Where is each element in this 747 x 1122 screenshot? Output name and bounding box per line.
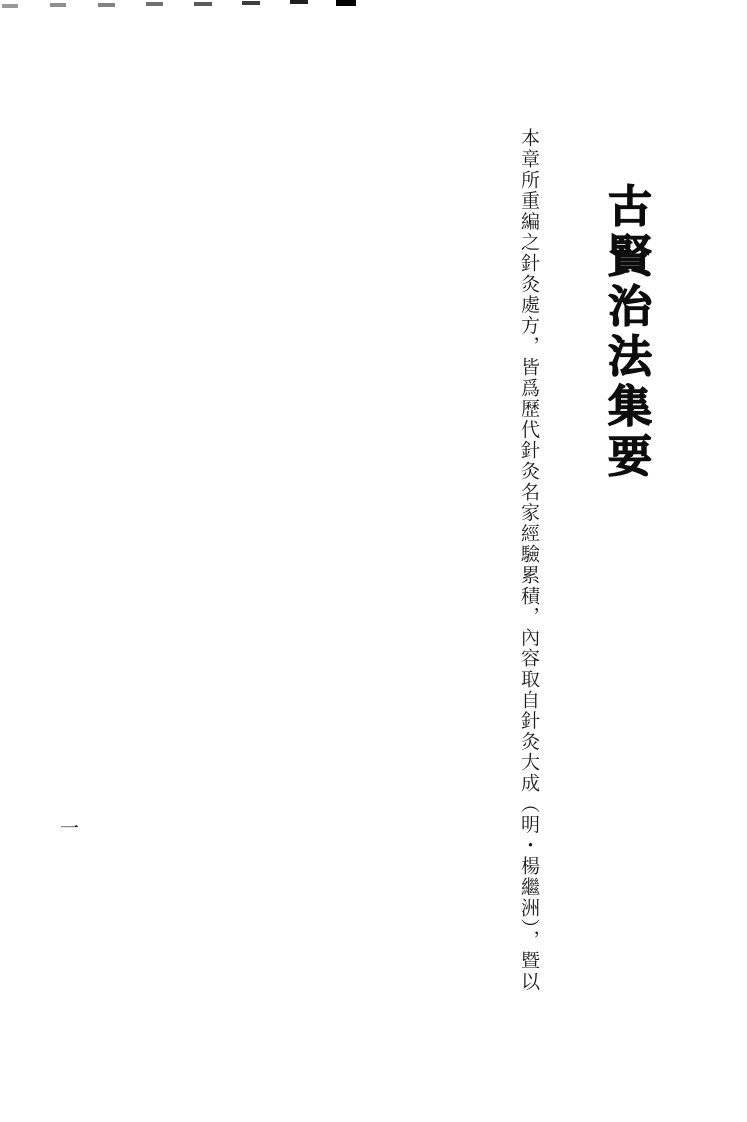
body-text: [96, 128, 576, 1058]
scan-artifact-dash: [242, 1, 260, 5]
scan-artifact-dash: [98, 3, 115, 7]
scan-artifact-dash: [290, 0, 308, 4]
scan-artifact-dash: [2, 4, 18, 8]
body-column: 本章所重編之針灸處方，皆爲歷代針灸名家經驗累積，內容取自針灸大成（明・楊繼洲），暨以: [518, 128, 540, 993]
scan-artifact-dash: [336, 0, 356, 6]
page-number: 一: [57, 818, 79, 837]
scan-artifact-dash: [146, 2, 163, 6]
scan-artifact-dash: [194, 2, 212, 6]
scan-artifact-dash: [50, 3, 66, 7]
page-title: 古賢治法集要: [600, 183, 651, 483]
